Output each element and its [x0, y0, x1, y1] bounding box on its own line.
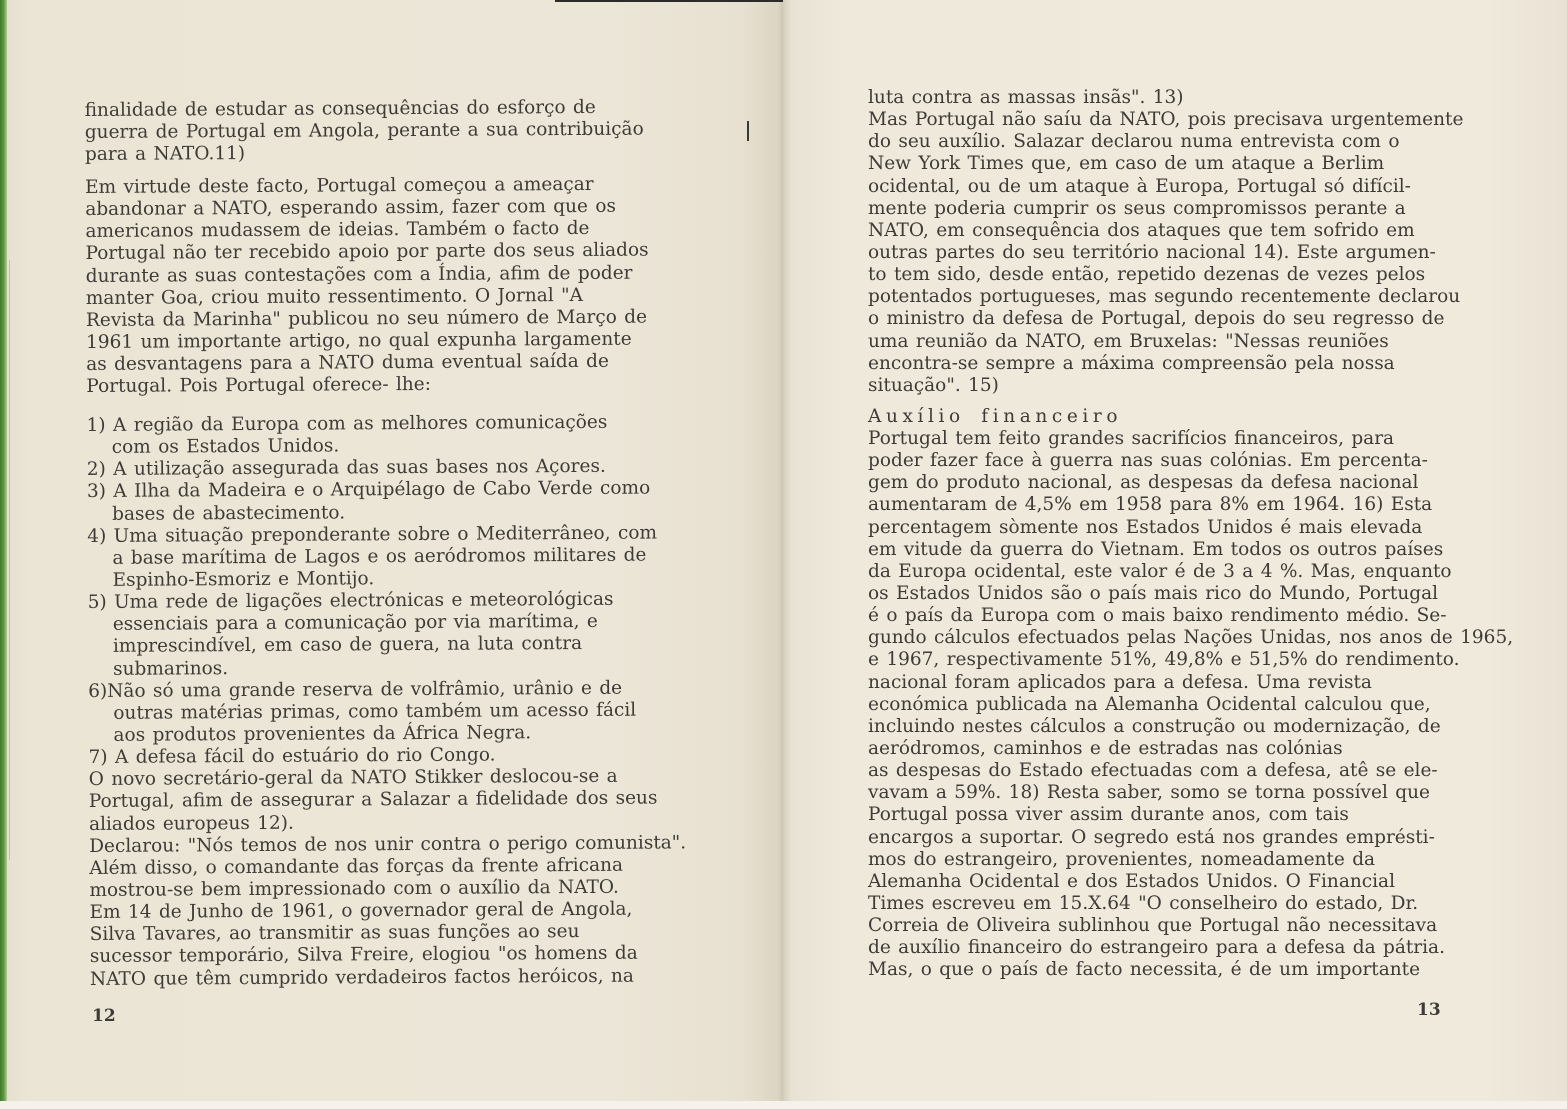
text-line: os Estados Unidos são o país mais rico do Mundo, Portugal	[868, 582, 1439, 604]
text-line: Declarou: "Nós temos de nos unir contra o perigo comunista".	[89, 832, 687, 857]
text-line: é o país da Europa com o mais baixo rendimento médio. Se-	[868, 605, 1447, 627]
cover-edge	[0, 0, 7, 1101]
text-line: New York Times que, em caso de um ataque a Berlim	[868, 153, 1385, 175]
text-line: bases de abastecimento.	[112, 501, 346, 525]
text-line: potentados portugueses, mas segundo recentemente declarou	[868, 286, 1461, 308]
paragraph	[85, 174, 649, 399]
right-page-text	[868, 0, 1558, 1000]
text-line: Portugal tem feito grandes sacrifícios financeiros, para	[868, 428, 1395, 449]
text-line: encargos a suportar. O segredo está nos grandes emprésti-	[868, 826, 1435, 848]
text-line: Correia de Oliveira sublinhou que Portugal não necessitava	[868, 915, 1438, 937]
text-line: uma reunião da NATO, em Bruxelas: "Nessas reuniões	[868, 330, 1389, 352]
text-line: aliados europeus 12).	[88, 812, 294, 835]
left-page	[0, 0, 783, 1109]
text-line: o ministro da defesa de Portugal, depois do seu regresso de	[868, 308, 1445, 330]
text-line: 1961 um importante artigo, no qual expunha largamente	[86, 328, 632, 353]
text-line: Portugal. Pois Portugal oferece- lhe:	[86, 374, 432, 398]
text-line: americanos mudassem de ideias. Também o facto de	[85, 218, 590, 243]
text-line: encontra-se sempre a máxima compreensão pela nossa	[868, 352, 1395, 374]
section-heading: Auxílio financeiro	[868, 406, 1123, 427]
text-line: a base marítima de Lagos e os aeródromos militares de	[112, 544, 647, 569]
page-number: 13	[1417, 1000, 1441, 1020]
text-line: manter Goa, criou muito ressentimento. O Jornal "A	[85, 284, 584, 309]
text-line: durante as suas contestações com a Índia, afim de poder	[85, 262, 633, 287]
text-line: Portugal, afim de assegurar a Salazar a fidelidade dos seus	[88, 787, 658, 813]
bottom-page-edge	[0, 1101, 1567, 1109]
text-line: outras partes do seu território nacional 14). Este argumen-	[868, 241, 1436, 263]
text-line: em vitude da guerra do Vietnam. Em todos os outros países	[868, 538, 1444, 560]
text-line: mostrou-se bem impressionado com o auxílio da NATO.	[89, 876, 619, 901]
text-line: do seu auxílio. Salazar declarou numa entrevista com o	[868, 131, 1400, 153]
text-line: Times escreveu em 15.X.64 "O conselheiro do estado, Dr.	[868, 892, 1419, 914]
text-line: O novo secretário-geral da NATO Stikker deslocou-se a	[88, 766, 618, 791]
text-line: as desvantagens para a NATO duma eventual saída de	[86, 350, 610, 376]
text-line: Além disso, o comandante das forças da frente africana	[89, 854, 624, 879]
text-line: as despesas do Estado efectuadas com a defesa, atê se ele-	[868, 760, 1438, 782]
text-line: finalidade de estudar as consequências do esforço de	[84, 96, 596, 121]
text-line: mente poderia cumprir os seus compromissos perante a	[868, 197, 1406, 219]
text-line: nacional foram aplicados para a defesa. Uma revista	[868, 671, 1372, 693]
text-line: sucessor temporário, Silva Freire, elogiou "os homens da	[89, 943, 638, 968]
text-line: aumentaram de 4,5% em 1958 para 8% em 1964. 16) Esta	[868, 494, 1433, 516]
text-line: gem do produto nacional, as despesas da defesa nacional	[868, 472, 1419, 494]
text-line: com os Estados Unidos.	[111, 435, 340, 458]
text-line: percentagem sòmente nos Estados Unidos é mais elevada	[868, 516, 1423, 538]
edge-shadow	[9, 260, 10, 860]
text-line: 2) A utilização assegurada das suas bases nos Açores.	[86, 456, 606, 481]
text-line: Revista da Marinha" publicou no seu número de Março de	[85, 306, 648, 331]
text-line: vavam a 59%. 18) Resta saber, somo se torna possível que	[868, 782, 1430, 804]
text-line: Silva Tavares, ao transmitir as suas funções ao seu	[89, 921, 580, 946]
text-line: económica publicada na Alemanha Ocidental calculou que,	[868, 693, 1431, 715]
text-line: NATO, em consequência dos ataques que tem sofrido em	[868, 219, 1415, 241]
text-line: Em virtude deste facto, Portugal começou a ameaçar	[85, 173, 594, 198]
left-page-text	[84, 0, 770, 1000]
text-line: outras matérias primas, como também um acesso fácil	[113, 699, 637, 724]
closing-paragraphs	[89, 766, 687, 991]
text-line: 6)Não só uma grande reserva de volfrâmio, urânio e de	[88, 677, 623, 702]
text-line: Em 14 de Junho de 1961, o governador geral de Angola,	[89, 898, 633, 924]
text-line: incluindo nestes cálculos a construção ou modernização, de	[868, 715, 1441, 737]
list-item	[88, 588, 686, 680]
text-line: gundo cálculos efectuados pelas Nações Unidas, nos anos de 1965,	[868, 627, 1514, 649]
text-line: to tem sido, desde então, repetido dezenas de vezes pelos	[868, 264, 1426, 286]
paragraph-continuation	[85, 97, 644, 167]
text-line: Portugal possa viver assim durante anos, com tais	[868, 804, 1349, 826]
list-and-closing	[87, 411, 687, 990]
text-line: luta contra as massas insãs". 13)	[868, 87, 1184, 108]
page-number: 12	[92, 1006, 116, 1026]
list-item	[88, 677, 685, 747]
text-line: situação". 15)	[868, 374, 999, 396]
text-line: 1) A região da Europa com as melhores comunicações	[86, 411, 608, 436]
text-line: 7) A defesa fácil do estuário do rio Congo.	[88, 744, 496, 769]
text-line: 5) Uma rede de ligações electrónicas e meteorológicas	[87, 588, 614, 614]
text-line: da Europa ocidental, este valor é de 3 a 4 %. Mas, enquanto	[868, 560, 1452, 582]
text-line: aeródromos, caminhos e de estradas nas colónias	[868, 737, 1343, 759]
text-line: para a NATO.11)	[84, 143, 246, 166]
text-line: mos do estrangeiro, provenientes, nomeadamente da	[868, 848, 1376, 870]
text-line: abandonar a NATO, esperando assim, fazer com que os	[85, 195, 616, 221]
text-line: poder fazer face à guerra nas suas colónias. Em percenta-	[868, 450, 1428, 472]
text-line: e 1967, respectivamente 51%, 49,8% e 51,5% do rendimento.	[868, 649, 1460, 671]
text-line: Alemanha Ocidental e dos Estados Unidos. O Financial	[868, 870, 1395, 892]
text-line: Espinho-Esmoriz e Montijo.	[112, 568, 375, 591]
text-line: essenciais para a comunicação por via marítima, e	[112, 611, 598, 636]
text-line: Mas Portugal não saíu da NATO, pois precisava urgentemente	[868, 109, 1464, 131]
text-line: de auxílio financeiro do estrangeiro para a defesa da pátria.	[868, 937, 1445, 959]
text-line: submarinos.	[113, 657, 229, 680]
text-line: imprescindível, em caso de guera, na luta contra	[112, 633, 583, 658]
text-line: NATO que têm cumprido verdadeiros factos heróicos, na	[89, 965, 634, 990]
text-line: Mas, o que o país de facto necessita, é de um importante	[868, 959, 1421, 981]
text-line: guerra de Portugal em Angola, perante a sua contribuição	[84, 118, 644, 144]
text-line: 4) Uma situação preponderante sobre o Mediterrâneo, com	[87, 522, 658, 547]
paragraph-continuation	[868, 87, 1463, 397]
text-line: ocidental, ou de um ataque à Europa, Portugal só difícil-	[868, 175, 1411, 197]
text-line: Portugal não ter recebido apoio por parte dos seus aliados	[85, 239, 649, 265]
advantages-list	[87, 411, 686, 769]
list-item	[87, 522, 684, 592]
list-item	[87, 411, 684, 459]
text-line: aos produtos provenientes da África Negra.	[113, 722, 532, 746]
right-page	[783, 0, 1567, 1109]
text-line: 3) A Ilha da Madeira e o Arquipélago de Cabo Verde como	[86, 477, 651, 503]
list-item	[87, 478, 684, 526]
section-paragraph	[868, 428, 1513, 982]
